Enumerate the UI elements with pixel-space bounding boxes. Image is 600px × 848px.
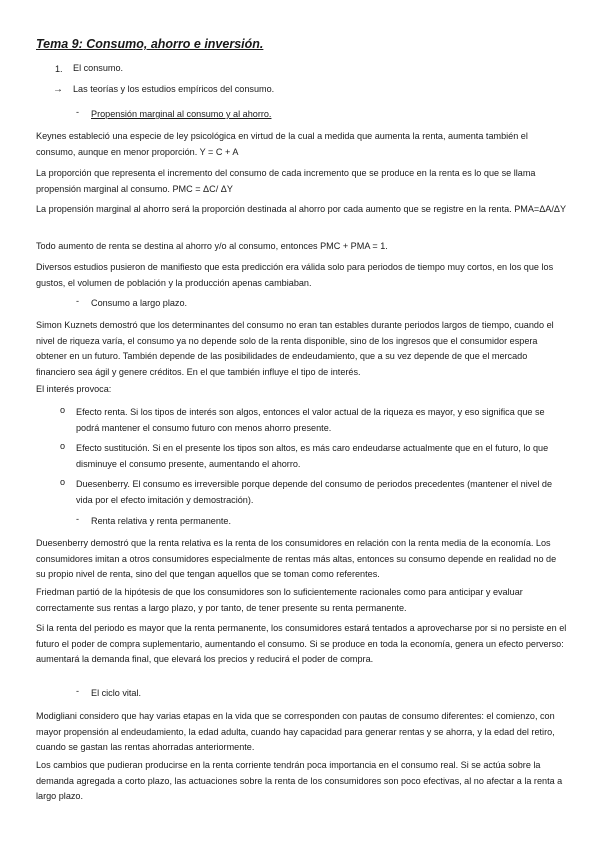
paragraph-pmc: La proporción que representa el incremento del consumo de cada incremento que se produce en la renta es lo que se llama propensión marginal al consumo. PMC = ΔC/ ΔY xyxy=(36,168,536,194)
paragraph-kuznets: Simon Kuznets demostró que los determinantes del consumo no eran tan estables durante periodos largos de tiempo, cuando el nivel de riqueza varía, el consumo ya no depende solo de la renta disponible, sino de los ingresos que el consumidor espera obtener en un futuro. También depende de las posibilidades de endeudamiento, que a su vez depende de que el mercado financiero sea ágil y genere créditos. En el que también influye el tipo de interés. xyxy=(36,320,554,377)
bullet-marker: o xyxy=(60,441,66,451)
bullet-duesenberry: Duesenberry. El consumo es irreversible porque depende del consumo de periodos precedentes (mantener el nivel de vida por el efecto imitación y demostración). xyxy=(76,479,553,505)
paragraph-friedman: Friedman partió de la hipótesis de que los consumidores son lo suficientemente racionales como para anticipar y evaluar correctamente sus rentas a largo plazo, y por tanto, de tener presente su renta permanente. xyxy=(36,587,523,613)
paragraph-pma: La propensión marginal al ahorro será la proporción destinada al ahorro por cada aumento que se registre en la renta. PMA=ΔA/ΔY xyxy=(36,204,567,214)
heading-renta-relativa: Renta relativa y renta permanente. xyxy=(91,516,232,526)
paragraph-keynes: Keynes estableció una especie de ley psicológica en virtud de la cual a medida que aumenta la renta, aumenta también el consumo, aunque en menor proporción. Y = C + A xyxy=(36,131,528,157)
heading-largo-plazo: Consumo a largo plazo. xyxy=(91,298,188,308)
dash-marker: - xyxy=(76,107,80,117)
section-number: 1. xyxy=(55,64,63,74)
dash-marker: - xyxy=(76,296,80,306)
subsection-heading: Las teorías y los estudios empíricos del consumo. xyxy=(73,84,275,94)
bullet-efecto-sustitucion: Efecto sustitución. Si en el presente los tipos son altos, es más caro endeudarse actualmente que en el futuro, lo que disminuye el consumo presente, aumentando el ahorro. xyxy=(76,443,549,469)
bullet-efecto-renta: Efecto renta. Si los tipos de interés son algos, entonces el valor actual de la riqueza es mayor, y eso significa que se podrá mantener el consumo futuro con menos ahorro presente. xyxy=(76,407,545,433)
page-title: Tema 9: Consumo, ahorro e inversión. xyxy=(36,37,264,51)
arrow-right-icon: → xyxy=(53,84,63,95)
paragraph-suma: Todo aumento de renta se destina al ahorro y/o al consumo, entonces PMC + PMA = 1. xyxy=(36,241,388,251)
paragraph-modigliani: Modigliani considero que hay varias etapas en la vida que se corresponden con pautas de consumo diferentes: el comienzo, con mayor propensión al endeudamiento, la edad adulta, cuando hay capacidad para generar rentas y se ahorra, y la edad del retiro, cuando se gastan las rentas ahorradas anteriormente. xyxy=(36,711,555,752)
paragraph-renta-periodo: Si la renta del periodo es mayor que la renta permanente, los consumidores estará tentados a aprovecharse por si no persiste en el futuro el poder de compra suplementario, aumentando el consumo. Si se produce en toda la economía, genera un efecto perverso: aumentará la demanda final, que elevará los precios y reducirá el poder de compra. xyxy=(36,623,567,664)
section-heading: El consumo. xyxy=(73,63,124,73)
heading-ciclo-vital: El ciclo vital. xyxy=(91,688,142,698)
paragraph-interes: El interés provoca: xyxy=(36,384,112,394)
paragraph-cambios: Los cambios que pudieran producirse en la renta corriente tendrán poca importancia en el consumo real. Si se actúa sobre la demanda agregada a corto plazo, las actuaciones sobre la renta de los consumidores son poco efectivas, al no afectar a la renta a largo plazo. xyxy=(36,760,563,801)
dash-marker: - xyxy=(76,514,80,524)
paragraph-duesenberry: Duesenberry demostró que la renta relativa es la renta de los consumidores en relación con la renta media de la economía. Los consumidores imitan a otros consumidores especialmente de rentas más altas, entonces su consumo depende en realidad no de su propio nivel de renta, sino del que tengan aquellos que se toman como referentes. xyxy=(36,538,557,579)
bullet-marker: o xyxy=(60,405,66,415)
paragraph-estudios: Diversos estudios pusieron de manifiesto que esta predicción era válida solo para periodos de tiempo muy cortos, en los que los gustos, el volumen de población y la producción apenas cambiaban. xyxy=(36,262,554,288)
heading-propension-marginal: Propensión marginal al consumo y al ahorro. xyxy=(91,109,272,119)
dash-marker: - xyxy=(76,686,80,696)
bullet-marker: o xyxy=(60,477,66,487)
